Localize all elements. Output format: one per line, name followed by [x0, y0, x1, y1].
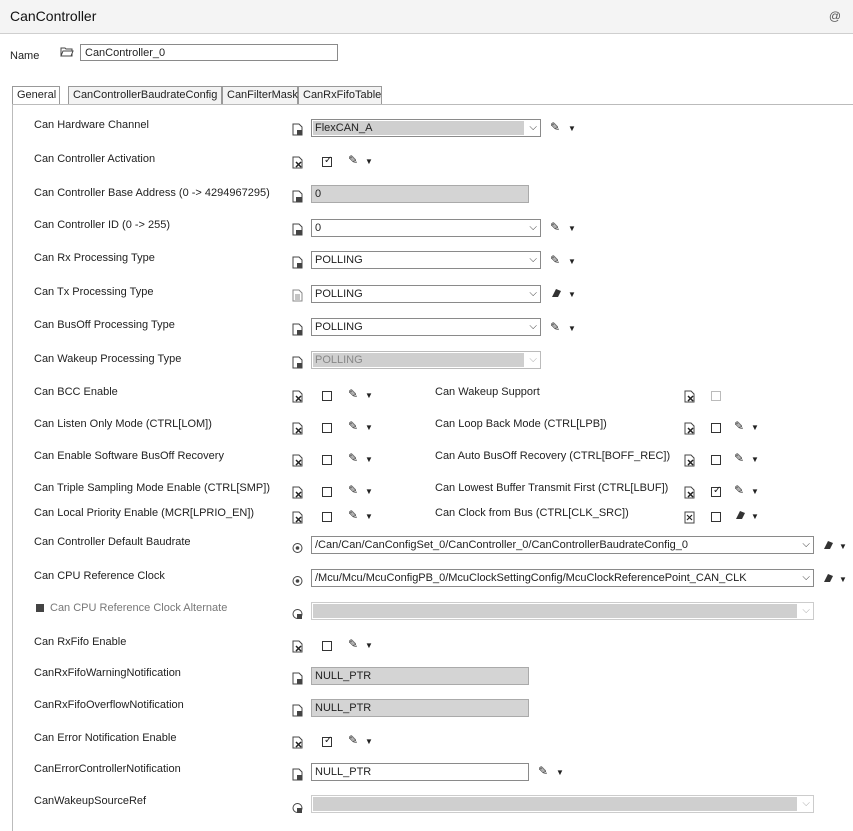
file-x-icon [684, 486, 695, 499]
menu-arrow-icon[interactable]: ▼ [365, 423, 373, 432]
check-icon: ✓ [713, 485, 722, 496]
menu-arrow-icon[interactable]: ▼ [365, 157, 373, 166]
rxfifo-warning-field: NULL_PTR [311, 667, 529, 685]
chevron-down-icon: ⌵ [802, 572, 810, 583]
menu-arrow-icon[interactable]: ▼ [839, 542, 847, 551]
file-x-icon [292, 454, 303, 467]
label-lowest-buffer: Can Lowest Buffer Transmit First (CTRL[LBUF]) [435, 482, 669, 494]
at-gear-icon [292, 801, 303, 814]
file-lines-icon [292, 289, 303, 302]
tab-filter-mask[interactable]: CanFilterMask [222, 86, 298, 104]
file-x-icon [292, 422, 303, 435]
menu-arrow-icon[interactable]: ▼ [365, 391, 373, 400]
menu-arrow-icon[interactable]: ▼ [751, 455, 759, 464]
link-gear-icon[interactable] [550, 287, 563, 299]
auto-busoff-checkbox[interactable] [711, 455, 721, 465]
menu-arrow-icon[interactable]: ▼ [556, 768, 564, 777]
chevron-down-icon: ⌵ [529, 321, 537, 332]
editor-title: CanController [10, 8, 97, 24]
file-x-icon [292, 736, 303, 749]
file-x-icon [684, 390, 695, 403]
menu-arrow-icon[interactable]: ▼ [568, 324, 576, 333]
label-wakeup-support: Can Wakeup Support [435, 386, 540, 398]
pen-icon[interactable]: ✎ [348, 733, 359, 747]
pen-paper-icon[interactable]: ✎ [550, 220, 561, 234]
menu-arrow-icon[interactable]: ▼ [568, 257, 576, 266]
pen-icon[interactable]: ✎ [348, 508, 359, 522]
pen-icon[interactable]: ✎ [348, 387, 359, 401]
label-auto-busoff: Can Auto BusOff Recovery (CTRL[BOFF_REC]) [435, 450, 671, 462]
label-wakeup-processing: Can Wakeup Processing Type [34, 353, 182, 365]
menu-arrow-icon[interactable]: ▼ [365, 737, 373, 746]
pen-icon[interactable]: ✎ [348, 419, 359, 433]
loop-back-checkbox[interactable] [711, 423, 721, 433]
triple-sampling-checkbox[interactable] [322, 487, 332, 497]
file-gear-icon [292, 356, 303, 369]
label-hw-channel: Can Hardware Channel [34, 119, 149, 131]
file-lock-icon [292, 190, 303, 203]
link-gear-icon[interactable] [822, 572, 835, 584]
label-cpu-ref-clock-alt: Can CPU Reference Clock Alternate [50, 602, 228, 614]
local-priority-checkbox[interactable] [322, 512, 332, 522]
pen-icon[interactable]: ✎ [734, 419, 745, 433]
file-x-icon [292, 390, 303, 403]
rx-processing-select[interactable]: POLLING ⌵ [311, 251, 541, 269]
check-icon: ✓ [324, 735, 333, 746]
disabled-marker-icon [36, 604, 44, 612]
chevron-down-icon: ⌵ [529, 354, 537, 365]
error-ctrl-notification-input[interactable]: NULL_PTR [311, 763, 529, 781]
wakeup-processing-select: POLLING ⌵ [311, 351, 541, 369]
label-error-notification: Can Error Notification Enable [34, 732, 177, 744]
link-gear-icon[interactable] [822, 539, 835, 551]
rxfifo-overflow-field: NULL_PTR [311, 699, 529, 717]
pen-icon[interactable]: ✎ [348, 451, 359, 465]
file-gear-icon [292, 704, 303, 717]
error-notification-checkbox[interactable] [322, 737, 332, 747]
file-x-icon [684, 454, 695, 467]
folder-icon [60, 46, 74, 58]
sw-busoff-checkbox[interactable] [322, 455, 332, 465]
label-cpu-ref-clock: Can CPU Reference Clock [34, 570, 165, 582]
label-loop-back: Can Loop Back Mode (CTRL[LPB]) [435, 418, 607, 430]
label-error-ctrl-notification: CanErrorControllerNotification [34, 763, 181, 775]
pen-icon[interactable]: ✎ [348, 637, 359, 651]
wakeup-support-checkbox [711, 391, 721, 401]
name-label: Name [10, 50, 40, 62]
menu-arrow-icon[interactable]: ▼ [365, 512, 373, 521]
at-symbol-icon[interactable]: @ [828, 9, 841, 23]
chevron-down-icon: ⌵ [802, 605, 810, 616]
menu-arrow-icon[interactable]: ▼ [568, 124, 576, 133]
general-panel [12, 104, 853, 831]
menu-arrow-icon[interactable]: ▼ [568, 224, 576, 233]
label-base-address: Can Controller Base Address (0 -> 4294967295) [34, 187, 270, 199]
check-icon: ✓ [324, 155, 333, 166]
menu-arrow-icon[interactable]: ▼ [751, 512, 759, 521]
pen-icon[interactable]: ✎ [734, 451, 745, 465]
menu-arrow-icon[interactable]: ▼ [839, 575, 847, 584]
label-triple-sampling: Can Triple Sampling Mode Enable (CTRL[SMP]) [34, 482, 270, 494]
menu-arrow-icon[interactable]: ▼ [365, 455, 373, 464]
bcc-enable-checkbox[interactable] [322, 391, 332, 401]
at-reference-icon [292, 541, 303, 554]
label-sw-busoff: Can Enable Software BusOff Recovery [34, 450, 224, 462]
cpu-ref-clock-alt-select [311, 602, 814, 620]
pen-icon[interactable]: ✎ [734, 483, 745, 497]
at-reference-icon [292, 574, 303, 587]
chevron-down-icon: ⌵ [529, 222, 537, 233]
label-rxfifo-warning: CanRxFifoWarningNotification [34, 667, 181, 679]
label-bcc-enable: Can BCC Enable [34, 386, 118, 398]
label-wakeup-source-ref: CanWakeupSourceRef [34, 795, 147, 807]
link-gear-icon[interactable] [734, 509, 747, 521]
hw-channel-select[interactable]: FlexCAN_A ⌵ [311, 119, 541, 137]
pen-icon[interactable]: ✎ [348, 153, 359, 167]
label-rx-processing: Can Rx Processing Type [34, 252, 155, 264]
wakeup-source-ref-select [311, 795, 814, 813]
menu-arrow-icon[interactable]: ▼ [365, 641, 373, 650]
label-clock-from-bus: Can Clock from Bus (CTRL[CLK_SRC]) [435, 507, 629, 519]
cpu-ref-clock-select[interactable]: /Mcu/Mcu/McuConfigPB_0/McuClockSettingConfig/McuClockReferencePoint_CAN_CLK ⌵ [311, 569, 814, 587]
tab-general[interactable]: General [12, 86, 60, 106]
file-gear-icon [292, 256, 303, 269]
label-activation: Can Controller Activation [34, 153, 156, 165]
menu-arrow-icon[interactable]: ▼ [568, 290, 576, 299]
file-x-icon [292, 511, 303, 524]
file-gear-icon [292, 123, 303, 136]
label-tx-processing: Can Tx Processing Type [34, 286, 154, 298]
label-rxfifo-enable: Can RxFifo Enable [34, 636, 127, 648]
name-input[interactable]: CanController_0 [80, 44, 338, 61]
file-lock-icon [292, 223, 303, 236]
base-address-field: 0 [311, 185, 529, 203]
file-gear-icon [292, 323, 303, 336]
menu-arrow-icon[interactable]: ▼ [751, 423, 759, 432]
file-x-icon [292, 640, 303, 653]
lowest-buffer-checkbox[interactable] [711, 487, 721, 497]
chevron-down-icon: ⌵ [529, 288, 537, 299]
chevron-down-icon: ⌵ [802, 539, 810, 550]
label-default-baudrate: Can Controller Default Baudrate [34, 536, 191, 548]
controller-id-select[interactable]: 0 ⌵ [311, 219, 541, 237]
pen-paper-icon[interactable]: ✎ [550, 120, 561, 134]
rxfifo-enable-checkbox[interactable] [322, 641, 332, 651]
file-x-icon [292, 486, 303, 499]
file-x-box-icon [684, 511, 695, 524]
label-controller-id: Can Controller ID (0 -> 255) [34, 219, 171, 231]
activation-checkbox[interactable] [322, 157, 332, 167]
file-gear-icon [292, 768, 303, 781]
pen-icon[interactable]: ✎ [550, 253, 561, 267]
chevron-down-icon: ⌵ [529, 122, 537, 133]
tx-processing-select[interactable]: POLLING ⌵ [311, 285, 541, 303]
label-rxfifo-overflow: CanRxFifoOverflowNotification [34, 699, 184, 711]
pen-icon[interactable]: ✎ [348, 483, 359, 497]
chevron-down-icon: ⌵ [529, 254, 537, 265]
at-gear-icon [292, 607, 303, 620]
pen-icon[interactable]: ✎ [550, 320, 561, 334]
menu-arrow-icon[interactable]: ▼ [751, 487, 759, 496]
clock-from-bus-checkbox[interactable] [711, 512, 721, 522]
label-listen-only: Can Listen Only Mode (CTRL[LOM]) [34, 418, 212, 430]
label-local-priority: Can Local Priority Enable (MCR[LPRIO_EN]) [34, 507, 255, 519]
file-x-icon [292, 156, 303, 169]
pen-icon[interactable]: ✎ [538, 764, 549, 778]
tab-rxfifo-table[interactable]: CanRxFifoTable [298, 86, 382, 104]
file-x-icon [684, 422, 695, 435]
busoff-processing-select[interactable]: POLLING ⌵ [311, 318, 541, 336]
editor-title-bar [0, 0, 853, 34]
file-gear-icon [292, 672, 303, 685]
chevron-down-icon: ⌵ [802, 798, 810, 809]
default-baudrate-select[interactable]: /Can/Can/CanConfigSet_0/CanController_0/CanControllerBaudrateConfig_0 ⌵ [311, 536, 814, 554]
tab-baudrate-config[interactable]: CanControllerBaudrateConfig [68, 86, 222, 104]
listen-only-checkbox[interactable] [322, 423, 332, 433]
menu-arrow-icon[interactable]: ▼ [365, 487, 373, 496]
label-busoff-processing: Can BusOff Processing Type [34, 319, 175, 331]
